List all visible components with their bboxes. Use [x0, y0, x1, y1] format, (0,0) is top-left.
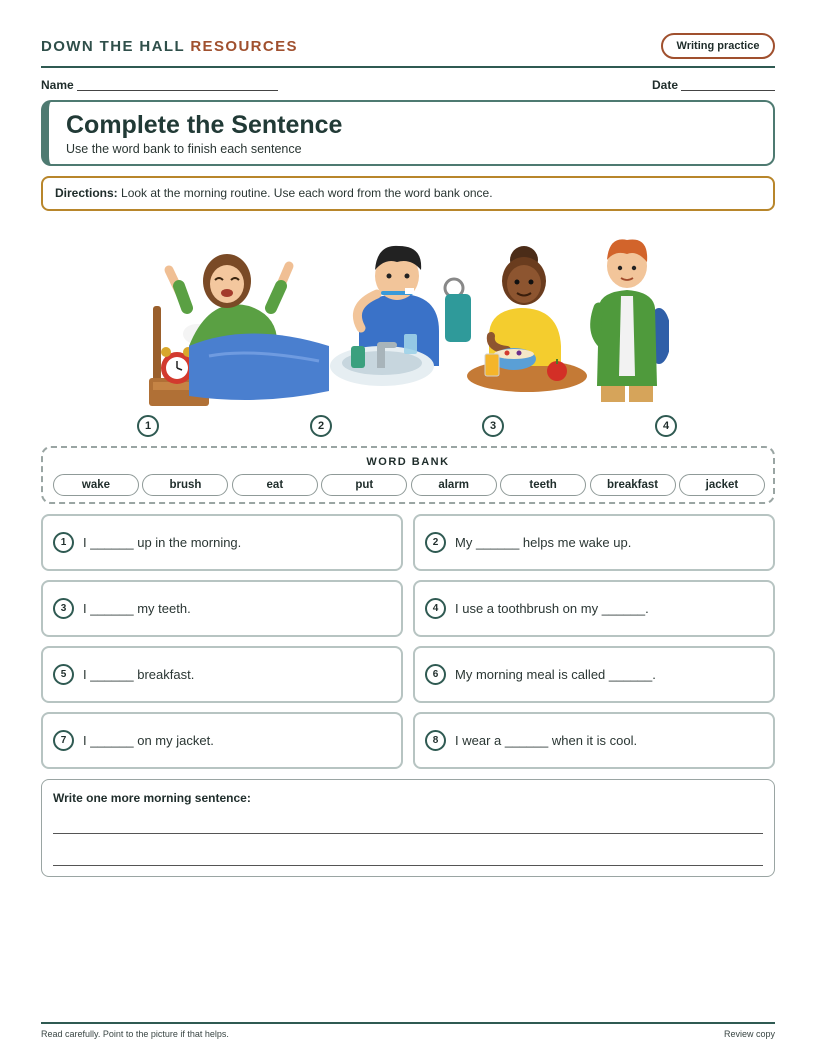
directions-box [41, 176, 775, 211]
sentence-text: My ______ helps me wake up. [455, 535, 632, 550]
worksheet-page [41, 0, 775, 1056]
word-chip-jacket[interactable]: jacket [679, 474, 765, 496]
sentence-number: 8 [425, 730, 446, 751]
boy-with-jacket-icon [596, 239, 669, 402]
page-subtitle: Use the word bank to finish each sentence [66, 142, 302, 156]
write-line-2[interactable] [53, 865, 763, 866]
sentence-text: I ______ on my jacket. [83, 733, 214, 748]
date-label: Date [652, 78, 679, 92]
sentence-number: 1 [53, 532, 74, 553]
date-field[interactable] [681, 90, 775, 91]
morning-routine-illustration [149, 236, 669, 411]
directions-label: Directions: [55, 186, 118, 200]
word-chip-brush[interactable]: brush [142, 474, 228, 496]
directions-text: Look at the morning routine. Use each word from the word bank once. [117, 186, 493, 200]
sentence-text: I ______ my teeth. [83, 601, 191, 616]
sentence-card-7[interactable] [41, 712, 403, 769]
name-label: Name [41, 78, 74, 92]
picture-number-2: 2 [310, 415, 332, 437]
sentence-card-2[interactable] [413, 514, 775, 571]
write-your-own-box [41, 779, 775, 877]
sentence-card-1[interactable] [41, 514, 403, 571]
word-bank [41, 446, 775, 504]
page-title: Complete the Sentence [66, 111, 343, 139]
sentence-number: 4 [425, 598, 446, 619]
sentence-number: 2 [425, 532, 446, 553]
word-chip-put[interactable]: put [321, 474, 407, 496]
sentence-number: 7 [53, 730, 74, 751]
sentence-card-8[interactable] [413, 712, 775, 769]
girl-waking-up-icon [149, 254, 329, 406]
sentence-card-3[interactable] [41, 580, 403, 637]
header-divider [41, 66, 775, 68]
sentence-text: I use a toothbrush on my ______. [455, 601, 649, 616]
footer-note: Read carefully. Point to the picture if that helps. [41, 1029, 229, 1039]
word-chip-alarm[interactable]: alarm [411, 474, 497, 496]
word-chip-breakfast[interactable]: breakfast [590, 474, 676, 496]
picture-number-3: 3 [482, 415, 504, 437]
footer-status: Review copy [723, 1029, 775, 1039]
footer-divider [41, 1022, 775, 1024]
name-date-row [41, 78, 775, 94]
sentence-text: My morning meal is called ______. [455, 667, 656, 682]
worksheet-type-badge: Writing practice [661, 33, 775, 59]
sentence-card-4[interactable] [413, 580, 775, 637]
sentence-number: 5 [53, 664, 74, 685]
girl-eating-breakfast-icon [467, 246, 587, 392]
sentence-number: 3 [53, 598, 74, 619]
sentence-text: I wear a ______ when it is cool. [455, 733, 638, 748]
brand-accent: RESOURCES [190, 38, 298, 55]
sentence-card-5[interactable] [41, 646, 403, 703]
sentence-text: I ______ breakfast. [83, 667, 195, 682]
word-bank-chips [53, 474, 765, 496]
sentence-card-6[interactable] [413, 646, 775, 703]
sentence-number: 6 [425, 664, 446, 685]
word-bank-title: WORD BANK [366, 456, 450, 468]
name-field[interactable] [77, 90, 278, 91]
brand-main: DOWN THE HALL [41, 38, 185, 55]
title-box [41, 100, 775, 166]
boy-brushing-teeth-icon [330, 246, 471, 386]
brand-logo [41, 38, 298, 55]
picture-number-4: 4 [655, 415, 677, 437]
word-chip-wake[interactable]: wake [53, 474, 139, 496]
write-prompt: Write one more morning sentence: [53, 791, 251, 805]
word-chip-teeth[interactable]: teeth [500, 474, 586, 496]
sentence-text: I ______ up in the morning. [83, 535, 242, 550]
write-line-1[interactable] [53, 833, 763, 834]
picture-number-1: 1 [137, 415, 159, 437]
word-chip-eat[interactable]: eat [232, 474, 318, 496]
